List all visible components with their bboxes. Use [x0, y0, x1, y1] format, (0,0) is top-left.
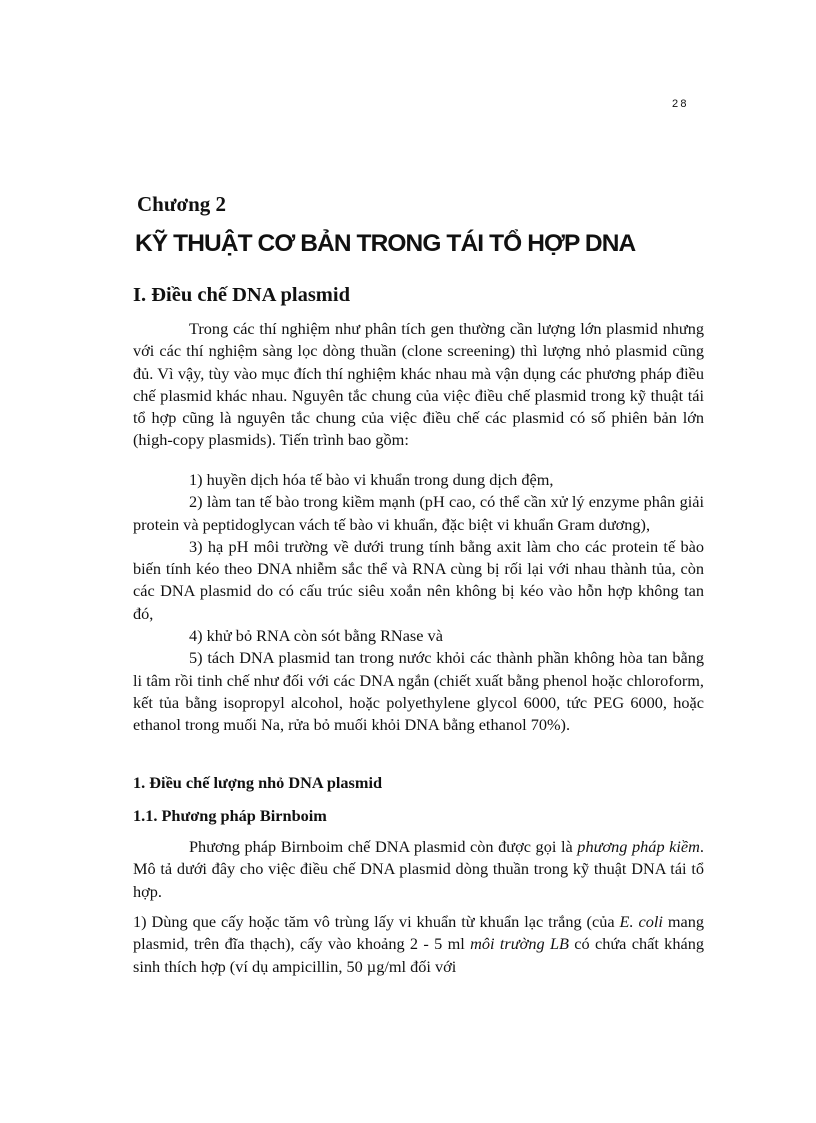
step1-text: 1) Dùng que cấy hoặc tăm vô trùng lấy vi khuẩn từ khuẩn lạc trắng (của: [133, 912, 620, 931]
method-text: . Mô tả dưới đây cho việc điều chế DNA plasmid dòng thuần trong kỹ thuật DNA tái tổ hợp.: [133, 837, 704, 901]
section-heading: I. Điều chế DNA plasmid: [133, 284, 350, 306]
chapter-label: Chương 2: [137, 192, 227, 216]
process-steps-list: [133, 469, 704, 737]
process-step: 4) khử bỏ RNA còn sót bằng RNase và: [189, 626, 443, 646]
step1-text: mang plasmid, trên đĩa thạch), cấy vào khoảng 2 - 5 ml: [133, 912, 704, 954]
process-step: 3) hạ pH môi trường về dưới trung tính bằng axit làm cho các protein tế bào biến tính kéo theo DNA nhiễm sắc thể và RNA cùng bị rối lại với nhau thành tủa, còn các DNA plasmid do có cấu trúc siêu xoắn nên không bị kéo vào hỗn hợp không tan đó,: [133, 536, 704, 623]
intro-paragraph: Trong các thí nghiệm như phân tích gen thường cần lượng lớn plasmid nhưng với các thí nghiệm sàng lọc dòng thuần (clone screening) thì lượng nhỏ plasmid cũng đủ. Vì vậy, tùy vào mục đích thí nghiệm khác nhau mà vận dụng các phương pháp điều chế plasmid khác nhau. Nguyên tắc chung của việc điều chế plasmid trong kỹ thuật tái tổ hợp cũng là nguyên tắc chung của việc điều chế các plasmid có số phiên bản lớn (high-copy plasmids). Tiến trình bao gồm:: [133, 319, 704, 450]
process-step: 1) huyền dịch hóa tế bào vi khuẩn trong dung dịch đệm,: [189, 470, 554, 489]
process-step: 5) tách DNA plasmid tan trong nước khỏi các thành phần không hòa tan bằng li tâm rồi tinh chế như đối với các DNA ngắn (chiết xuất bằng phenol hoặc chloroform, kết tủa bằng isopropyl alcohol, hoặc polyethylene glycol 6000, tức PEG 6000, hoặc ethanol trong muối Na, rửa bỏ muối khỏi DNA bằng ethanol 70%).: [133, 648, 704, 735]
chapter-title: KỸ THUẬT CƠ BẢN TRONG TÁI TỔ HỢP DNA: [135, 230, 636, 257]
process-step: 2) làm tan tế bào trong kiềm mạnh (pH cao, có thể cần xử lý enzyme phân giải protein và peptidoglycan vách tế bào vi khuẩn, đặc biệt vi khuẩn Gram dương),: [133, 492, 704, 534]
species-name: E. coli: [619, 912, 663, 931]
page-number: 28: [672, 98, 689, 110]
procedure-step-1: [133, 911, 704, 978]
method-paragraph: [133, 836, 704, 903]
step1-text: có chứa chất kháng sinh thích hợp (ví dụ ampicillin, 50 µg/ml đối với: [133, 934, 704, 976]
subsubsection-heading: 1.1. Phương pháp Birnboim: [133, 806, 327, 825]
subsection-heading: 1. Điều chế lượng nhỏ DNA plasmid: [133, 773, 383, 792]
method-term: phương pháp kiềm: [577, 837, 700, 856]
method-text: Phương pháp Birnboim chế DNA plasmid còn được gọi là: [189, 837, 578, 856]
medium-name: môi trường LB: [470, 934, 569, 954]
